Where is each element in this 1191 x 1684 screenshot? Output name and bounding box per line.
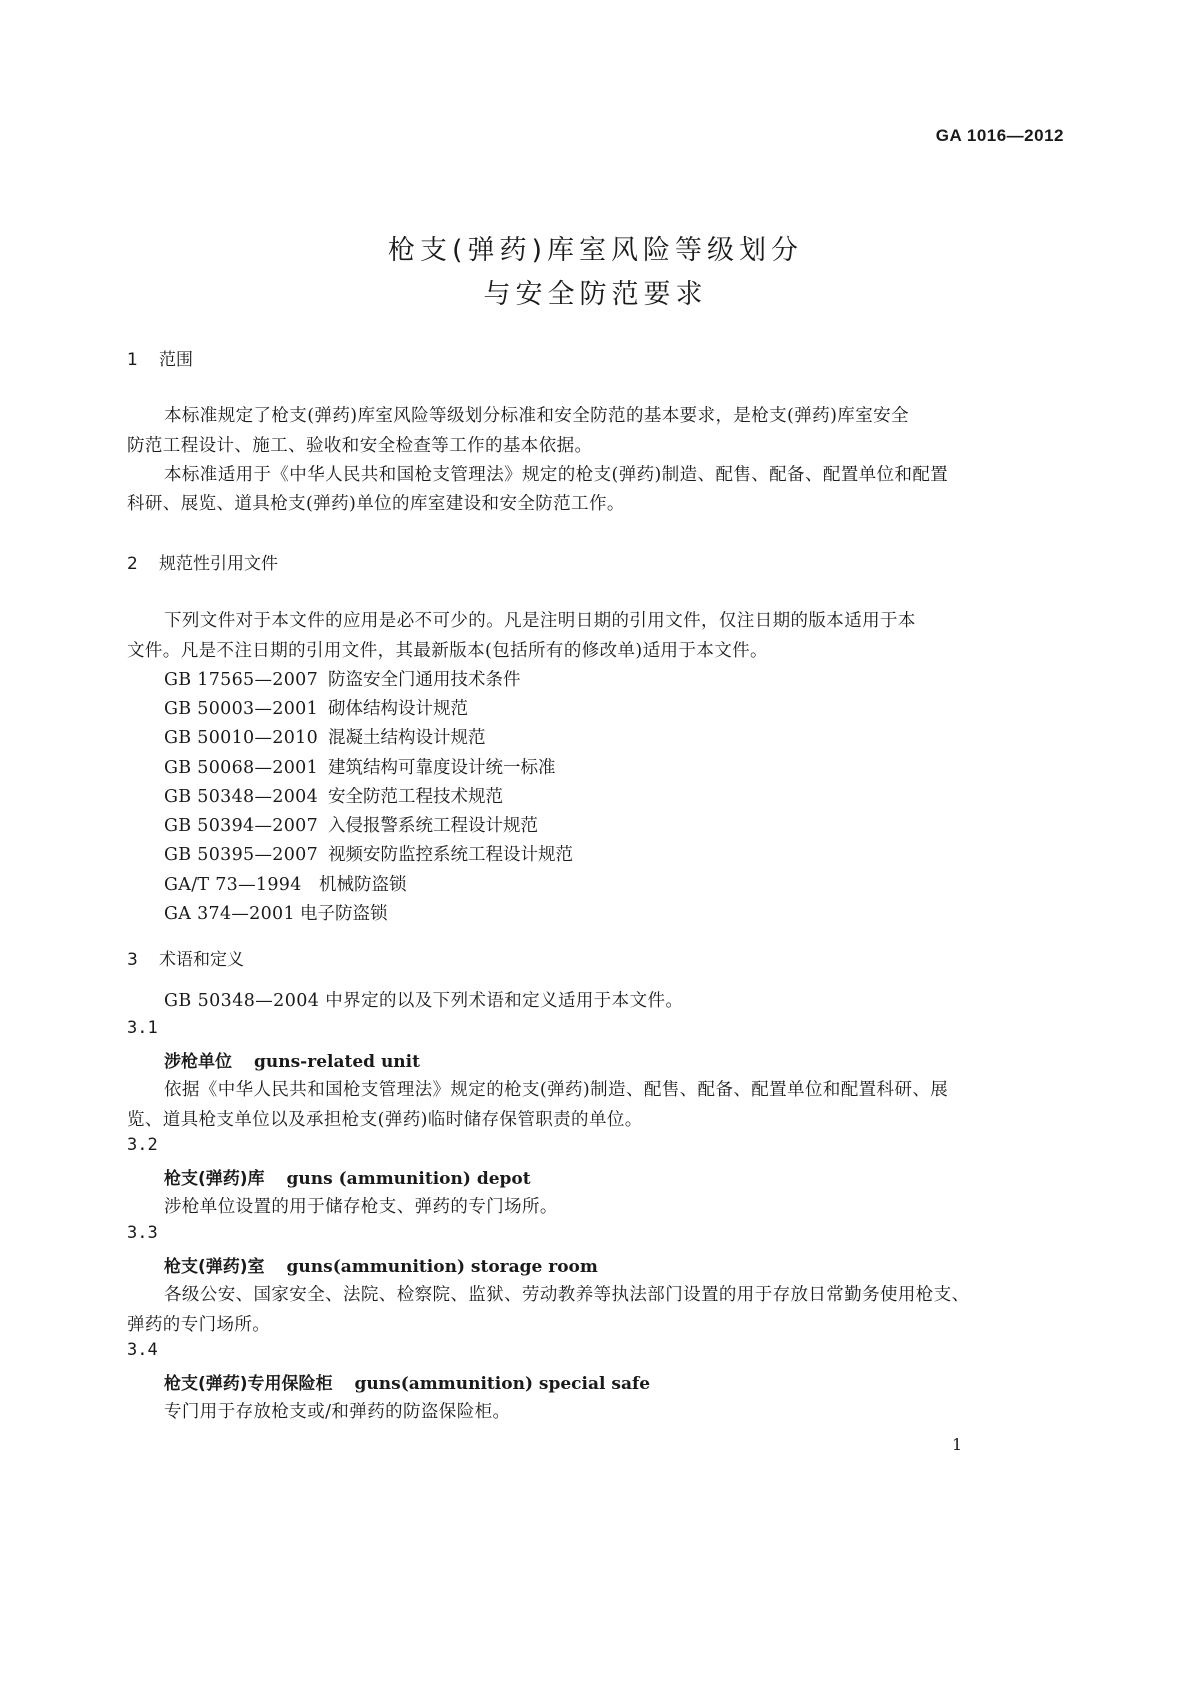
document-title-line-1: 枪支(弹药)库室风险等级划分 bbox=[387, 235, 804, 266]
paragraph-line: GB 50348—2004 中界定的以及下列术语和定义适用于本文件。 bbox=[164, 991, 684, 1011]
reference-code: GB 50394—2007 bbox=[164, 816, 319, 836]
reference-item bbox=[164, 812, 538, 837]
reference-code: GB 50348—2004 bbox=[164, 787, 319, 807]
definition-line: 弹药的专门场所。 bbox=[127, 1315, 271, 1335]
reference-item bbox=[164, 695, 468, 720]
reference-item bbox=[164, 783, 503, 808]
term-chinese: 枪支(弹药)库 bbox=[164, 1169, 265, 1189]
reference-code: GB 17565—2007 bbox=[164, 670, 319, 690]
reference-item bbox=[164, 871, 407, 896]
definition-line: 专门用于存放枪支或/和弹药的防盗保险柜。 bbox=[164, 1402, 511, 1422]
page-number: 1 bbox=[952, 1435, 963, 1454]
document-title-line-2: 与安全防范要求 bbox=[483, 279, 708, 310]
reference-item bbox=[164, 724, 486, 749]
section-1-heading bbox=[127, 345, 193, 370]
reference-code: GA/T 73—1994 bbox=[164, 875, 302, 895]
paragraph-line: 下列文件对于本文件的应用是必不可少的。凡是注明日期的引用文件，仅注日期的版本适用于本 bbox=[164, 611, 916, 631]
reference-name: 机械防盗锁 bbox=[319, 875, 407, 895]
definition-line: 依据《中华人民共和国枪支管理法》规定的枪支(弹药)制造、配售、配备、配置单位和配置科研、展 bbox=[164, 1080, 949, 1100]
section-number: 2 bbox=[127, 554, 138, 574]
reference-item bbox=[164, 900, 388, 925]
clause-number: 3.2 bbox=[127, 1135, 158, 1155]
term-heading bbox=[164, 1164, 531, 1189]
reference-name: 安全防范工程技术规范 bbox=[328, 787, 503, 807]
reference-name: 视频安防监控系统工程设计规范 bbox=[328, 845, 573, 865]
definition-line: 览、道具枪支单位以及承担枪支(弹药)临时储存保管职责的单位。 bbox=[127, 1110, 643, 1130]
section-number: 1 bbox=[127, 350, 138, 370]
term-english: guns(ammunition) storage room bbox=[286, 1257, 598, 1277]
reference-code: GB 50395—2007 bbox=[164, 845, 319, 865]
term-chinese: 枪支(弹药)专用保险柜 bbox=[164, 1374, 333, 1394]
paragraph-line: 文件。凡是不注日期的引用文件，其最新版本(包括所有的修改单)适用于本文件。 bbox=[127, 641, 768, 661]
standard-number: GA 1016—2012 bbox=[935, 126, 1064, 145]
definition-line: 各级公安、国家安全、法院、检察院、监狱、劳动教养等执法部门设置的用于存放日常勤务使用枪支、 bbox=[164, 1285, 970, 1305]
section-title: 术语和定义 bbox=[159, 950, 244, 970]
term-heading bbox=[164, 1047, 420, 1072]
term-english: guns(ammunition) special safe bbox=[354, 1374, 651, 1394]
section-3-heading bbox=[127, 945, 244, 970]
term-english: guns (ammunition) depot bbox=[286, 1169, 531, 1189]
reference-name: 电子防盗锁 bbox=[300, 904, 388, 924]
section-2-heading bbox=[127, 549, 278, 574]
reference-name: 入侵报警系统工程设计规范 bbox=[328, 816, 538, 836]
definition-line: 涉枪单位设置的用于储存枪支、弹药的专门场所。 bbox=[164, 1197, 558, 1217]
reference-name: 建筑结构可靠度设计统一标准 bbox=[328, 758, 556, 778]
term-chinese: 枪支(弹药)室 bbox=[164, 1257, 265, 1277]
term-chinese: 涉枪单位 bbox=[164, 1052, 232, 1072]
paragraph-line: 本标准规定了枪支(弹药)库室风险等级划分标准和安全防范的基本要求，是枪支(弹药)库室安全 bbox=[164, 406, 909, 426]
section-title: 范围 bbox=[159, 350, 193, 370]
reference-code: GB 50068—2001 bbox=[164, 758, 319, 778]
reference-code: GA 374—2001 bbox=[164, 904, 295, 924]
paragraph-line: 科研、展览、道具枪支(弹药)单位的库室建设和安全防范工作。 bbox=[127, 494, 625, 514]
term-english: guns-related unit bbox=[254, 1052, 420, 1072]
reference-item bbox=[164, 841, 573, 866]
term-heading bbox=[164, 1252, 598, 1277]
reference-code: GB 50010—2010 bbox=[164, 728, 319, 748]
reference-name: 砌体结构设计规范 bbox=[328, 699, 468, 719]
section-title: 规范性引用文件 bbox=[159, 554, 278, 574]
reference-item bbox=[164, 666, 521, 691]
reference-name: 混凝土结构设计规范 bbox=[328, 728, 486, 748]
clause-number: 3.3 bbox=[127, 1223, 158, 1243]
reference-item bbox=[164, 754, 556, 779]
reference-name: 防盗安全门通用技术条件 bbox=[328, 670, 521, 690]
paragraph-line: 本标准适用于《中华人民共和国枪支管理法》规定的枪支(弹药)制造、配售、配备、配置单位和配置 bbox=[164, 465, 949, 485]
clause-number: 3.4 bbox=[127, 1340, 158, 1360]
reference-code: GB 50003—2001 bbox=[164, 699, 319, 719]
section-number: 3 bbox=[127, 950, 138, 970]
paragraph-line: 防范工程设计、施工、验收和安全检查等工作的基本依据。 bbox=[127, 436, 593, 456]
term-heading bbox=[164, 1369, 650, 1394]
clause-number: 3.1 bbox=[127, 1018, 158, 1038]
